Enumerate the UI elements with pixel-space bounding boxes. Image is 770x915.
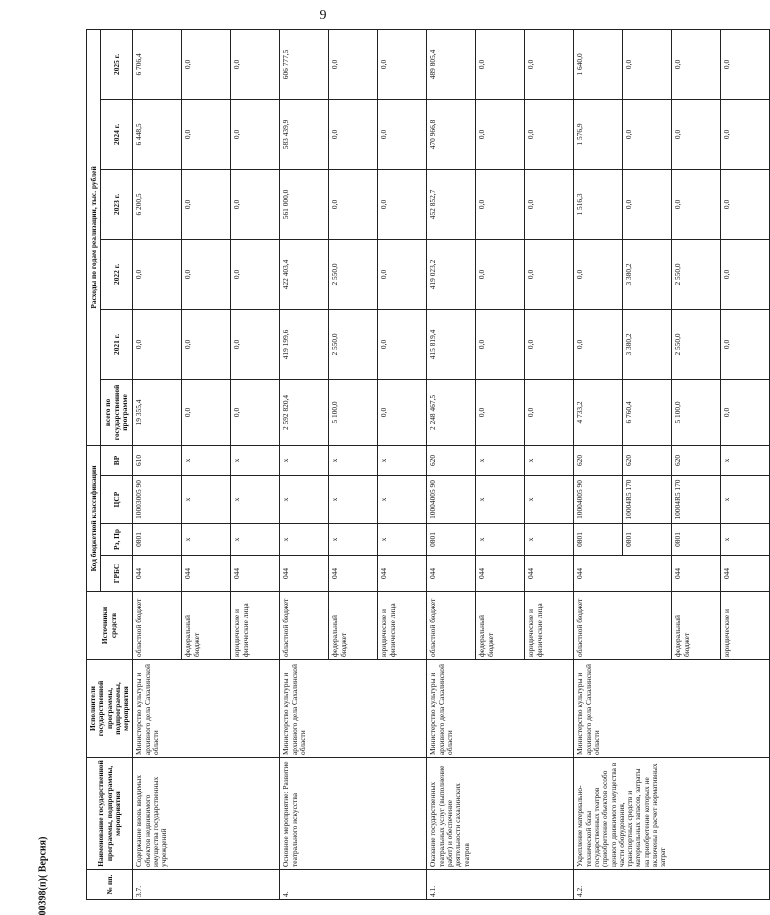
row-year-value: 0,0 [231,99,280,169]
row-year-value: 0,0 [231,169,280,239]
header-year: 2022 г. [101,239,133,309]
row-year-value: 2 550,0 [329,239,378,309]
row-year-value: 0,0 [329,29,378,99]
row-rzpr: 0801 [672,524,721,556]
row-vr: x [231,445,280,475]
row-rzpr: 0801 [574,524,623,556]
row-year-value: 0,0 [182,29,231,99]
row-name: Содержание вновь вводимых объектов недвижимого имущества государственных учреждений [133,758,280,870]
row-grbs: 044 [231,556,280,592]
header-budget-code: Код бюджетной классификации [87,445,101,591]
row-total: 0,0 [182,379,231,445]
row-total: 2 248 467,5 [427,379,476,445]
row-grbs: 044 [182,556,231,592]
row-grbs: 044 [280,556,329,592]
row-source: областной бюджет [280,592,329,660]
row-year-value: 0,0 [672,99,721,169]
row-grbs: 044 [378,556,427,592]
table-row [280,29,329,899]
row-year-value: 0,0 [623,169,672,239]
row-year-value: 0,0 [476,309,525,379]
row-executor: Министерство культуры и архивного дела Сахалинской области [427,660,574,758]
row-csr: 10003005 90 [133,476,182,524]
row-grbs: 044 [574,556,672,592]
row-year-value: 0,0 [672,169,721,239]
row-vr: 620 [574,445,623,475]
row-name: Укрепление материально-технической базы государственных театров (приобретение объектов особо ценного движимого имущества в части оборудования, транспортных средств и материальных запасов, затраты на приобретение которых не включены в расчет нормативных затрат [574,758,770,870]
row-vr: 610 [133,445,182,475]
row-year-value: 0,0 [231,239,280,309]
row-year-value: 1 516,3 [574,169,623,239]
row-year-value: 583 439,9 [280,99,329,169]
row-vr: 620 [672,445,721,475]
row-year-value: 0,0 [721,239,770,309]
row-csr: x [525,476,574,524]
row-rzpr: x [476,524,525,556]
row-year-value: 0,0 [721,29,770,99]
row-year-value: 0,0 [329,169,378,239]
row-source: областной бюджет [133,592,182,660]
row-csr: x [476,476,525,524]
row-year-value: 0,0 [476,99,525,169]
row-grbs: 044 [476,556,525,592]
row-year-value: 606 777,5 [280,29,329,99]
row-executor: Министерство культуры и архивного дела Сахалинской области [280,660,427,758]
header-source: Источники средств [87,592,133,660]
row-year-value: 0,0 [133,239,182,309]
row-year-value: 0,0 [182,169,231,239]
row-source: юридические и физические лица [525,592,574,660]
row-year-value: 452 852,7 [427,169,476,239]
row-year-value: 1 640,0 [574,29,623,99]
row-year-value: 561 000,0 [280,169,329,239]
row-year-value: 0,0 [476,29,525,99]
row-total: 2 592 820,4 [280,379,329,445]
row-number: 4.2. [574,870,770,900]
row-source: федеральный бюджет [672,592,721,660]
row-csr: x [280,476,329,524]
row-year-value: 419 199,6 [280,309,329,379]
row-vr: x [378,445,427,475]
header-year: 2024 г. [101,99,133,169]
row-year-value: 3 380,2 [623,239,672,309]
row-year-value: 0,0 [476,169,525,239]
header-rzpr: Рз, Пр [101,524,133,556]
row-source: областной бюджет [427,592,476,660]
row-source: федеральный бюджет [476,592,525,660]
row-source: областной бюджет [574,592,672,660]
row-grbs: 044 [721,556,770,592]
row-rzpr: x [231,524,280,556]
row-year-value: 0,0 [623,29,672,99]
page-number: 9 [319,8,327,23]
row-rzpr: 0801 [427,524,476,556]
row-number: 3.7. [133,870,280,900]
row-year-value: 0,0 [329,99,378,169]
row-csr: 10004R5 170 [672,476,721,524]
row-number: 4. [280,870,427,900]
row-rzpr: x [721,524,770,556]
row-year-value: 0,0 [525,29,574,99]
row-year-value: 0,0 [231,29,280,99]
row-year-value: 0,0 [672,29,721,99]
budget-table [86,29,770,900]
row-year-value: 489 805,4 [427,29,476,99]
row-executor: Министерство культуры и архивного дела Сахалинской области [133,660,280,758]
row-rzpr: x [280,524,329,556]
header-grbs: ГРБС [101,556,133,592]
row-executor: Министерство культуры и архивного дела Сахалинской области [574,660,770,758]
header-executor: Исполнители государственной программы, подпрограммы, мероприятия [87,660,133,758]
row-year-value: 2 550,0 [672,309,721,379]
row-year-value: 419 023,2 [427,239,476,309]
row-year-value: 0,0 [378,239,427,309]
row-csr: x [721,476,770,524]
header-no: № пп. [87,870,133,900]
table-row [427,29,476,899]
row-year-value: 0,0 [623,99,672,169]
row-year-value: 415 819,4 [427,309,476,379]
row-vr: x [280,445,329,475]
row-grbs: 044 [133,556,182,592]
row-rzpr: x [525,524,574,556]
rotated-table-area [86,30,732,900]
row-year-value: 0,0 [574,309,623,379]
row-rzpr: 0801 [623,524,672,556]
row-year-value: 6 706,4 [133,29,182,99]
row-grbs: 044 [525,556,574,592]
row-grbs: 044 [427,556,476,592]
row-source: юридические и физические лица [378,592,427,660]
row-vr: x [329,445,378,475]
row-rzpr: x [378,524,427,556]
row-total: 5 100,0 [329,379,378,445]
row-source: юридические и [721,592,770,660]
row-csr: x [329,476,378,524]
row-year-value: 2 550,0 [329,309,378,379]
row-name: Основное мероприятие: Развитие театрального искусства [280,758,427,870]
header-expenses: Расходы по годам реализации, тыс. рублей [87,29,101,445]
row-total: 19 355,4 [133,379,182,445]
row-year-value: 2 550,0 [672,239,721,309]
row-rzpr: x [182,524,231,556]
header-year: 2025 г. [101,29,133,99]
row-year-value: 0,0 [721,169,770,239]
row-year-value: 0,0 [378,169,427,239]
table-row [574,29,623,899]
header-year: 2021 г. [101,309,133,379]
row-vr: 620 [623,445,672,475]
row-year-value: 6 200,5 [133,169,182,239]
header-year: 2023 г. [101,169,133,239]
row-csr: x [182,476,231,524]
row-rzpr: 0801 [133,524,182,556]
row-total: 5 100,0 [672,379,721,445]
row-source: юридические и физические лица [231,592,280,660]
document-table-wrapper [86,30,732,900]
row-csr: x [378,476,427,524]
row-csr: x [231,476,280,524]
document-version-footer [28,836,58,915]
row-total: 0,0 [525,379,574,445]
row-year-value: 0,0 [721,99,770,169]
row-total: 0,0 [476,379,525,445]
row-year-value: 0,0 [525,169,574,239]
row-year-value: 0,0 [133,309,182,379]
header-vr: ВР [101,445,133,475]
row-total: 0,0 [231,379,280,445]
row-number: 4.1. [427,870,574,900]
row-year-value: 6 448,5 [133,99,182,169]
row-total: 0,0 [721,379,770,445]
row-vr: 620 [427,445,476,475]
row-vr: x [721,445,770,475]
row-year-value: 0,0 [525,239,574,309]
row-vr: x [476,445,525,475]
row-year-value: 0,0 [476,239,525,309]
row-vr: x [182,445,231,475]
row-source: федеральный бюджет [182,592,231,660]
row-year-value: 0,0 [378,29,427,99]
header-name: Наименование государственной программы, подпрограммы, мероприятия [87,758,133,870]
row-csr: 10004005 90 [427,476,476,524]
row-total: 4 733,2 [574,379,623,445]
row-rzpr: x [329,524,378,556]
row-year-value: 0,0 [182,309,231,379]
row-csr: 10004R5 170 [623,476,672,524]
header-total: всего по государственной программе [101,379,133,445]
row-name: Оказание государственных театральных услуг (выполнение работ) и обеспечение деятельности сахалинских театров [427,758,574,870]
row-grbs: 044 [672,556,721,592]
row-source: федеральный бюджет [329,592,378,660]
row-year-value: 3 380,2 [623,309,672,379]
row-year-value: 0,0 [721,309,770,379]
row-year-value: 0,0 [231,309,280,379]
row-year-value: 0,0 [378,309,427,379]
table-row [133,29,182,899]
row-total: 0,0 [378,379,427,445]
footer-text: 00398(п)( Версия) [37,836,49,915]
row-year-value: 1 576,9 [574,99,623,169]
row-year-value: 470 966,8 [427,99,476,169]
row-grbs: 044 [329,556,378,592]
row-year-value: 422 403,4 [280,239,329,309]
row-year-value: 0,0 [182,99,231,169]
row-year-value: 0,0 [182,239,231,309]
row-csr: 10004005 90 [574,476,623,524]
row-vr: x [525,445,574,475]
row-year-value: 0,0 [525,309,574,379]
row-year-value: 0,0 [525,99,574,169]
row-year-value: 0,0 [378,99,427,169]
header-csr: ЦСР [101,476,133,524]
row-year-value: 0,0 [574,239,623,309]
row-total: 6 760,4 [623,379,672,445]
